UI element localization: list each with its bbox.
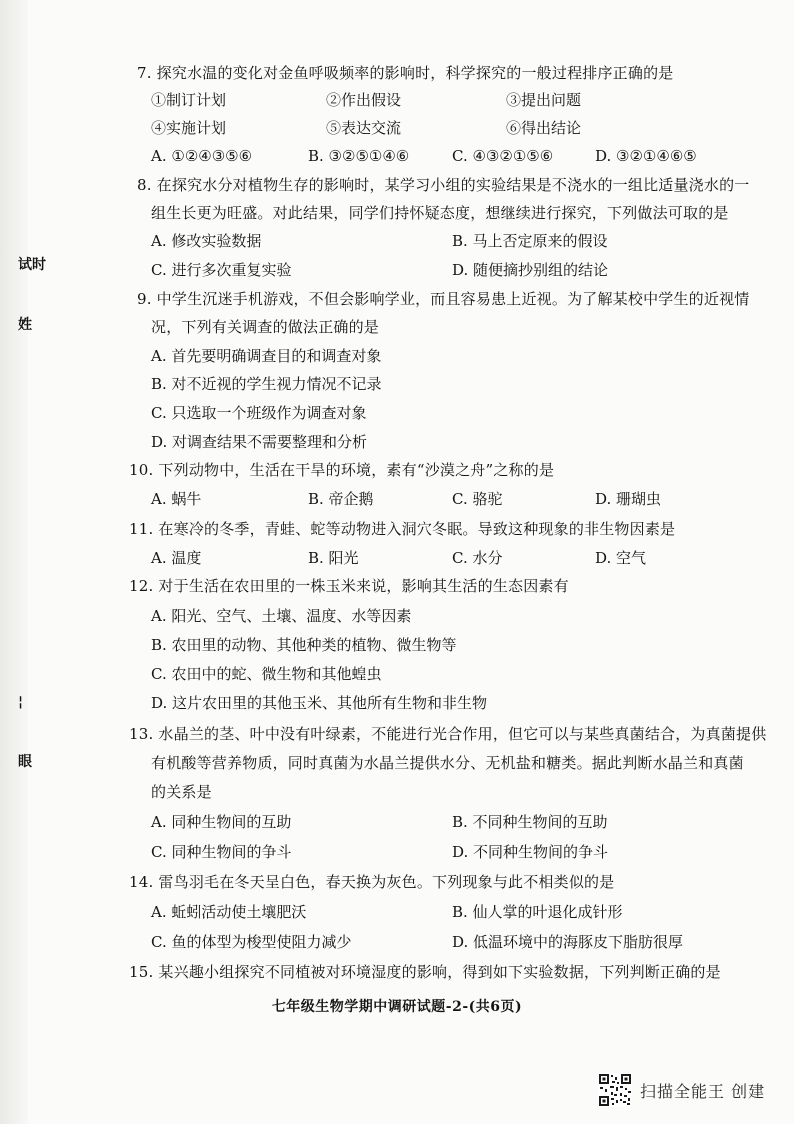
question-13-stem-line-1: 13. 水晶兰的茎、叶中没有叶绿素，不能进行光合作用，但它可以与某些真菌结合，为真菌提供 <box>129 725 767 743</box>
q14-option-c: C. 鱼的体型为梭型使阻力减少 <box>151 933 352 951</box>
q12-option-c: C. 农田中的蛇、微生物和其他蝗虫 <box>151 665 382 683</box>
margin-label-exam-time: 试时 <box>18 257 46 273</box>
page-footer: 七年级生物学期中调研试题-2-(共6页) <box>271 999 523 1015</box>
q10-option-a: A. 蜗牛 <box>151 490 202 508</box>
question-15-stem: 15. 某兴趣小组探究不同植被对环境湿度的影响，得到如下实验数据，下列判断正确的是 <box>129 963 721 981</box>
margin-label-eye: 眼 <box>18 754 32 770</box>
q7-option-b: B. ③②⑤①④⑥ <box>308 147 410 165</box>
q9-option-d: D. 对调查结果不需要整理和分析 <box>151 433 368 451</box>
question-12-stem: 12. 对于生活在农田里的一株玉米来说，影响其生活的生态因素有 <box>129 577 569 595</box>
q8-option-a: A. 修改实验数据 <box>151 232 262 250</box>
scanner-watermark <box>598 1070 765 1110</box>
q10-option-d: D. 珊瑚虫 <box>595 490 662 508</box>
q11-option-a: A. 温度 <box>151 549 202 567</box>
q12-option-b: B. 农田里的动物、其他种类的植物、微生物等 <box>151 636 457 654</box>
q13-option-a: A. 同种生物间的互助 <box>151 813 292 831</box>
q11-option-d: D. 空气 <box>595 549 647 567</box>
q13-option-d: D. 不同种生物间的争斗 <box>452 843 609 861</box>
q9-option-c: C. 只选取一个班级作为调查对象 <box>151 404 367 422</box>
q13-option-b: B. 不同种生物间的互助 <box>452 813 608 831</box>
question-14-stem: 14. 雷鸟羽毛在冬天呈白色，春天换为灰色。下列现象与此不相类似的是 <box>129 873 615 891</box>
q14-option-d: D. 低温环境中的海豚皮下脂肪很厚 <box>452 933 684 951</box>
question-13-stem-line-3: 的关系是 <box>151 783 212 801</box>
page-fold-shadow <box>0 0 28 1124</box>
question-7-stem: 7. 探究水温的变化对金鱼呼吸频率的影响时，科学探究的一般过程排序正确的是 <box>137 64 674 82</box>
q14-option-b: B. 仙人掌的叶退化成针形 <box>452 903 623 921</box>
q7-step-5: ⑤表达交流 <box>326 119 402 137</box>
question-9-stem-line-1: 9. 中学生沉迷手机游戏，不但会影响学业，而且容易患上近视。为了解某校中学生的近视情 <box>137 290 750 308</box>
q13-option-c: C. 同种生物间的争斗 <box>151 843 292 861</box>
qr-code-icon <box>598 1073 632 1107</box>
q8-option-b: B. 马上否定原来的假设 <box>452 232 608 250</box>
question-11-stem: 11. 在寒冷的冬季，青蛙、蛇等动物进入洞穴冬眠。导致这种现象的非生物因素是 <box>129 520 676 538</box>
margin-label-mark: ¦ <box>18 694 24 710</box>
q7-option-c: C. ④③②①⑤⑥ <box>452 147 554 165</box>
question-8-stem-line-2: 组生长更为旺盛。对此结果，同学们持怀疑态度，想继续进行探究，下列做法可取的是 <box>151 204 729 222</box>
q9-option-b: B. 对不近视的学生视力情况不记录 <box>151 375 382 393</box>
question-13-stem-line-2: 有机酸等营养物质，同时真菌为水晶兰提供水分、无机盐和糖类。据此判断水晶兰和真菌 <box>151 754 744 772</box>
q7-step-4: ④实施计划 <box>151 119 227 137</box>
q7-option-a: A. ①②④③⑤⑥ <box>151 147 253 165</box>
q8-option-d: D. 随便摘抄别组的结论 <box>452 261 609 279</box>
q10-option-b: B. 帝企鹅 <box>308 490 374 508</box>
q12-option-d: D. 这片农田里的其他玉米、其他所有生物和非生物 <box>151 694 488 712</box>
q11-option-b: B. 阳光 <box>308 549 359 567</box>
q9-option-a: A. 首先要明确调查目的和调查对象 <box>151 347 382 365</box>
q11-option-c: C. 水分 <box>452 549 503 567</box>
q7-step-6: ⑥得出结论 <box>506 119 582 137</box>
question-10-stem: 10. 下列动物中，生活在干旱的环境，素有“沙漠之舟”之称的是 <box>129 461 555 479</box>
margin-label-name: 姓 <box>18 317 32 333</box>
q12-option-a: A. 阳光、空气、土壤、温度、水等因素 <box>151 607 412 625</box>
q7-step-3: ③提出问题 <box>506 91 582 109</box>
q7-step-2: ②作出假设 <box>326 91 402 109</box>
q10-option-c: C. 骆驼 <box>452 490 503 508</box>
question-8-stem-line-1: 8. 在探究水分对植物生存的影响时，某学习小组的实验结果是不浇水的一组比适量浇水的一 <box>137 176 750 194</box>
watermark-text: 扫描全能王 创建 <box>640 1081 766 1101</box>
q8-option-c: C. 进行多次重复实验 <box>151 261 292 279</box>
q14-option-a: A. 蚯蚓活动使土壤肥沃 <box>151 903 307 921</box>
question-9-stem-line-2: 况，下列有关调查的做法正确的是 <box>151 318 380 336</box>
q7-option-d: D. ③②①④⑥⑤ <box>595 147 697 165</box>
q7-step-1: ①制订计划 <box>151 91 227 109</box>
